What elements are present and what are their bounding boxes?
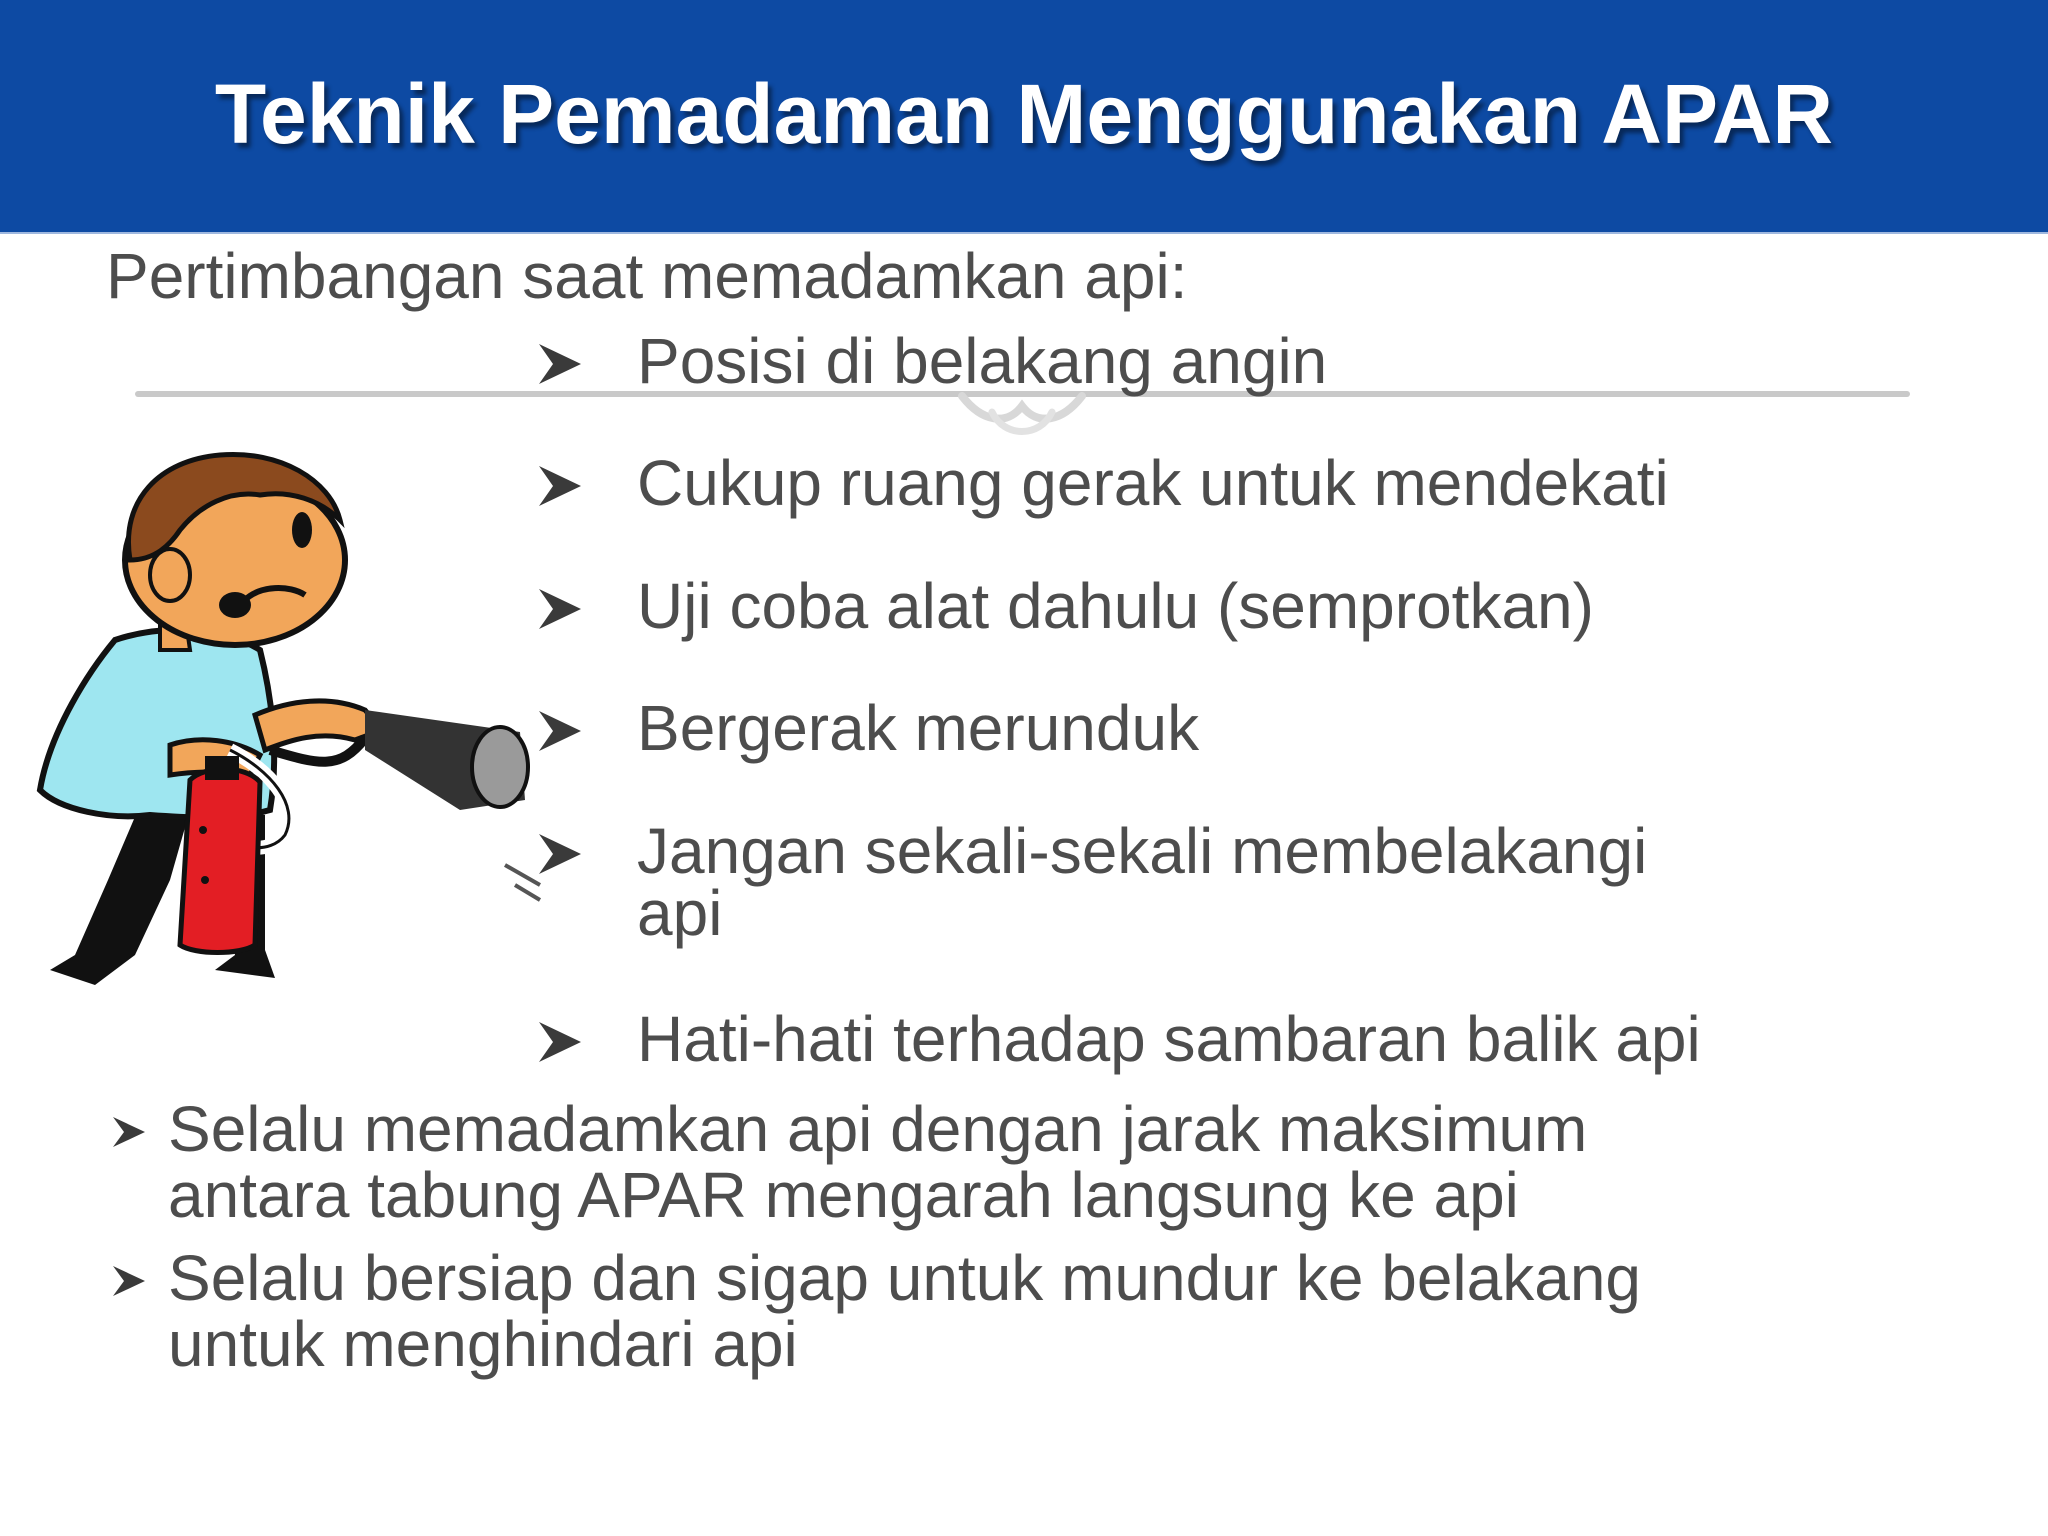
consideration-text: Hati-hati terhadap sambaran balik api xyxy=(637,1003,1701,1075)
consideration-item xyxy=(535,570,1835,655)
arrowhead-bullet-icon xyxy=(535,828,585,880)
slide-subtitle: Pertimbangan saat memadamkan api: xyxy=(106,240,1188,312)
consideration-text: Bergerak merunduk xyxy=(637,692,1200,764)
instruction-item xyxy=(110,1242,1810,1385)
consideration-item xyxy=(535,692,1835,777)
arrowhead-bullet-icon xyxy=(110,1112,148,1152)
arrowhead-bullet-icon xyxy=(535,583,585,635)
consideration-text: Jangan sekali-sekali membelakangi api xyxy=(637,815,1648,949)
instruction-text: Selalu bersiap dan sigap untuk mundur ke belakang untuk menghindari api xyxy=(168,1242,1641,1380)
arrowhead-bullet-icon xyxy=(110,1261,148,1301)
consideration-item xyxy=(535,325,1835,410)
consideration-text: Uji coba alat dahulu (semprotkan) xyxy=(637,570,1594,642)
slide-title: Teknik Pemadaman Menggunakan APAR xyxy=(214,67,1834,161)
arrowhead-bullet-icon xyxy=(535,338,585,390)
consideration-item xyxy=(535,447,1835,532)
title-bar xyxy=(0,0,2048,234)
consideration-text: Posisi di belakang angin xyxy=(637,325,1328,397)
instruction-item xyxy=(110,1093,1810,1236)
arrowhead-bullet-icon xyxy=(535,460,585,512)
arrowhead-bullet-icon xyxy=(535,705,585,757)
firefighter-illustration xyxy=(20,410,545,995)
arrowhead-bullet-icon xyxy=(535,1016,585,1068)
instruction-text: Selalu memadamkan api dengan jarak maksimum antara tabung APAR mengarah langsung ke api xyxy=(168,1093,1588,1231)
consideration-text: Cukup ruang gerak untuk mendekati xyxy=(637,447,1669,519)
consideration-item xyxy=(535,815,1835,950)
consideration-item xyxy=(535,1003,1835,1088)
